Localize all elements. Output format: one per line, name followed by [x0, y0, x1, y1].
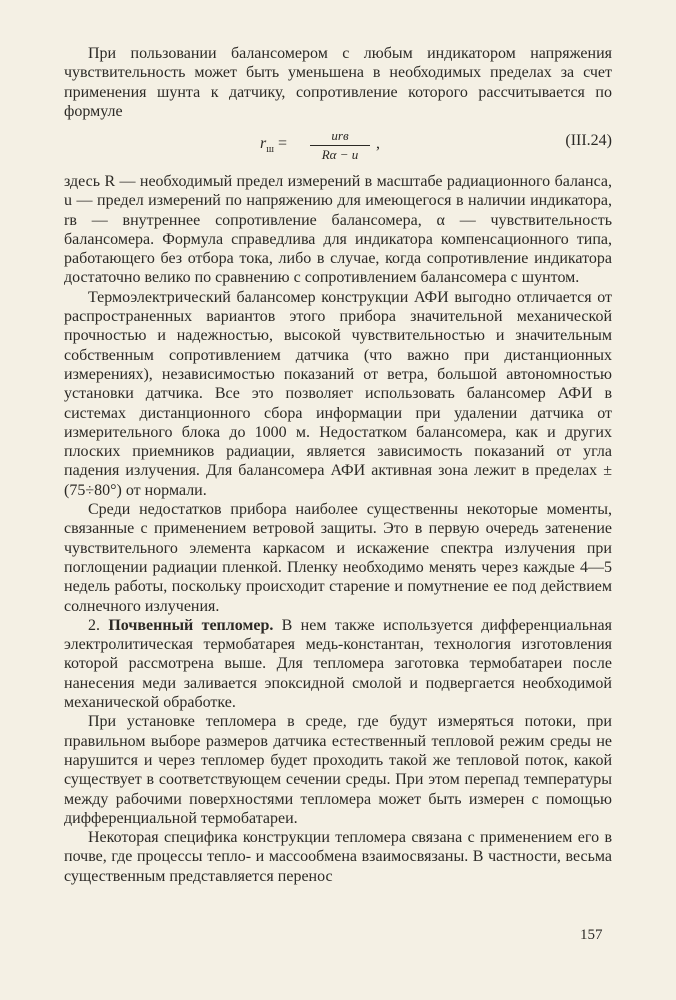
formula-denominator: Rα − u: [321, 147, 359, 162]
formula-III-24: [64, 122, 612, 162]
formula-lhs: $r_ш$ =: [260, 135, 287, 156]
section-heading: Почвенный тепломер.: [108, 616, 274, 634]
text-block-top: [64, 44, 612, 121]
page-number: 157: [580, 927, 603, 943]
section-text: В нем также используется дифференциальная электролитическая термобатарея медь-константан, технология изготовления которой рассмотрена выше. Для тепломера заготовка термобатареи после нанесения меди заливается эпоксидной смолой и подвергается необходимой механической обработке.: [64, 616, 613, 712]
paragraph-4: Среди недостатков прибора наиболее существенны некоторые моменты, связанные с применением ветровой защиты. Это в первую очередь затенение чувствительного элемента каркасом и искажение спектра излучения при поглощении радиации пленкой. Пленку необходимо менять через каждые 4—5 недель работы, поскольку происходит старение и помутнение ее под действием солнечного излучения.: [64, 501, 612, 615]
formula-fraction: [310, 128, 370, 163]
formula-comma: ,: [376, 135, 380, 152]
paragraph-7: Некоторая специфика конструкции тепломера связана с применением его в почве, где процессы тепло- и массообмена взаимосвязаны. В частности, весьма существенным представляется перенос: [64, 829, 612, 885]
paragraph-1: При пользовании балансомером с любым индикатором напряжения чувствительность может быть уменьшена в необходимых пределах за счет применения шунта к датчику, сопротивление которого рассчитывается по формуле: [64, 45, 612, 120]
equation-number: (III.24): [565, 132, 612, 149]
formula-numerator: urв: [310, 128, 370, 146]
paragraph-5: [64, 616, 612, 712]
paragraph-2: здесь R — необходимый предел измерений в масштабе радиационного баланса, u — предел измерений по напряжению для имеющегося в наличии индикатора, rв — внутреннее сопротивление балансомера, α — чувствительность балансомера. Формула справедлива для индикатора компенсационного типа, работающего без отбора тока, либо в случае, когда сопротивление индикатора достаточно велико по сравнению с сопротивлением балансомера с шунтом.: [64, 173, 612, 287]
paragraph-3: Термоэлектрический балансомер конструкции АФИ выгодно отличается от распространенных вариантов этого прибора значительной механической прочностью и надежностью, высокой чувствительностью и значительным собственным сопротивлением датчика (что важно при дистанционных измерениях), независимостью показаний от ветра, большой автономностью установки датчика. Все это позволяет использовать балансомер АФИ в системах дистанционного сбора информации при удалении датчика от измерительного блока до 1000 м. Недостатком балансомера, как и других плоских приемников радиации, является зависимость показаний от угла падения излучения. Для балансомера АФИ активная зона лежит в пределах ± (75÷80°) от нормали.: [64, 288, 612, 499]
section-number: 2.: [88, 616, 100, 634]
paragraph-6: При установке тепломера в среде, где будут измеряться потоки, при правильном выборе размеров датчика естественный тепловой режим среды не нарушится и через тепломер будет проходить такой же тепловой поток, какой существует в соответствующем сечении среды. При этом перепад температуры между рабочими поверхностями тепломера может быть измерен с помощью дифференциальной термобатареи.: [64, 713, 612, 827]
text-block-main: [64, 172, 612, 886]
